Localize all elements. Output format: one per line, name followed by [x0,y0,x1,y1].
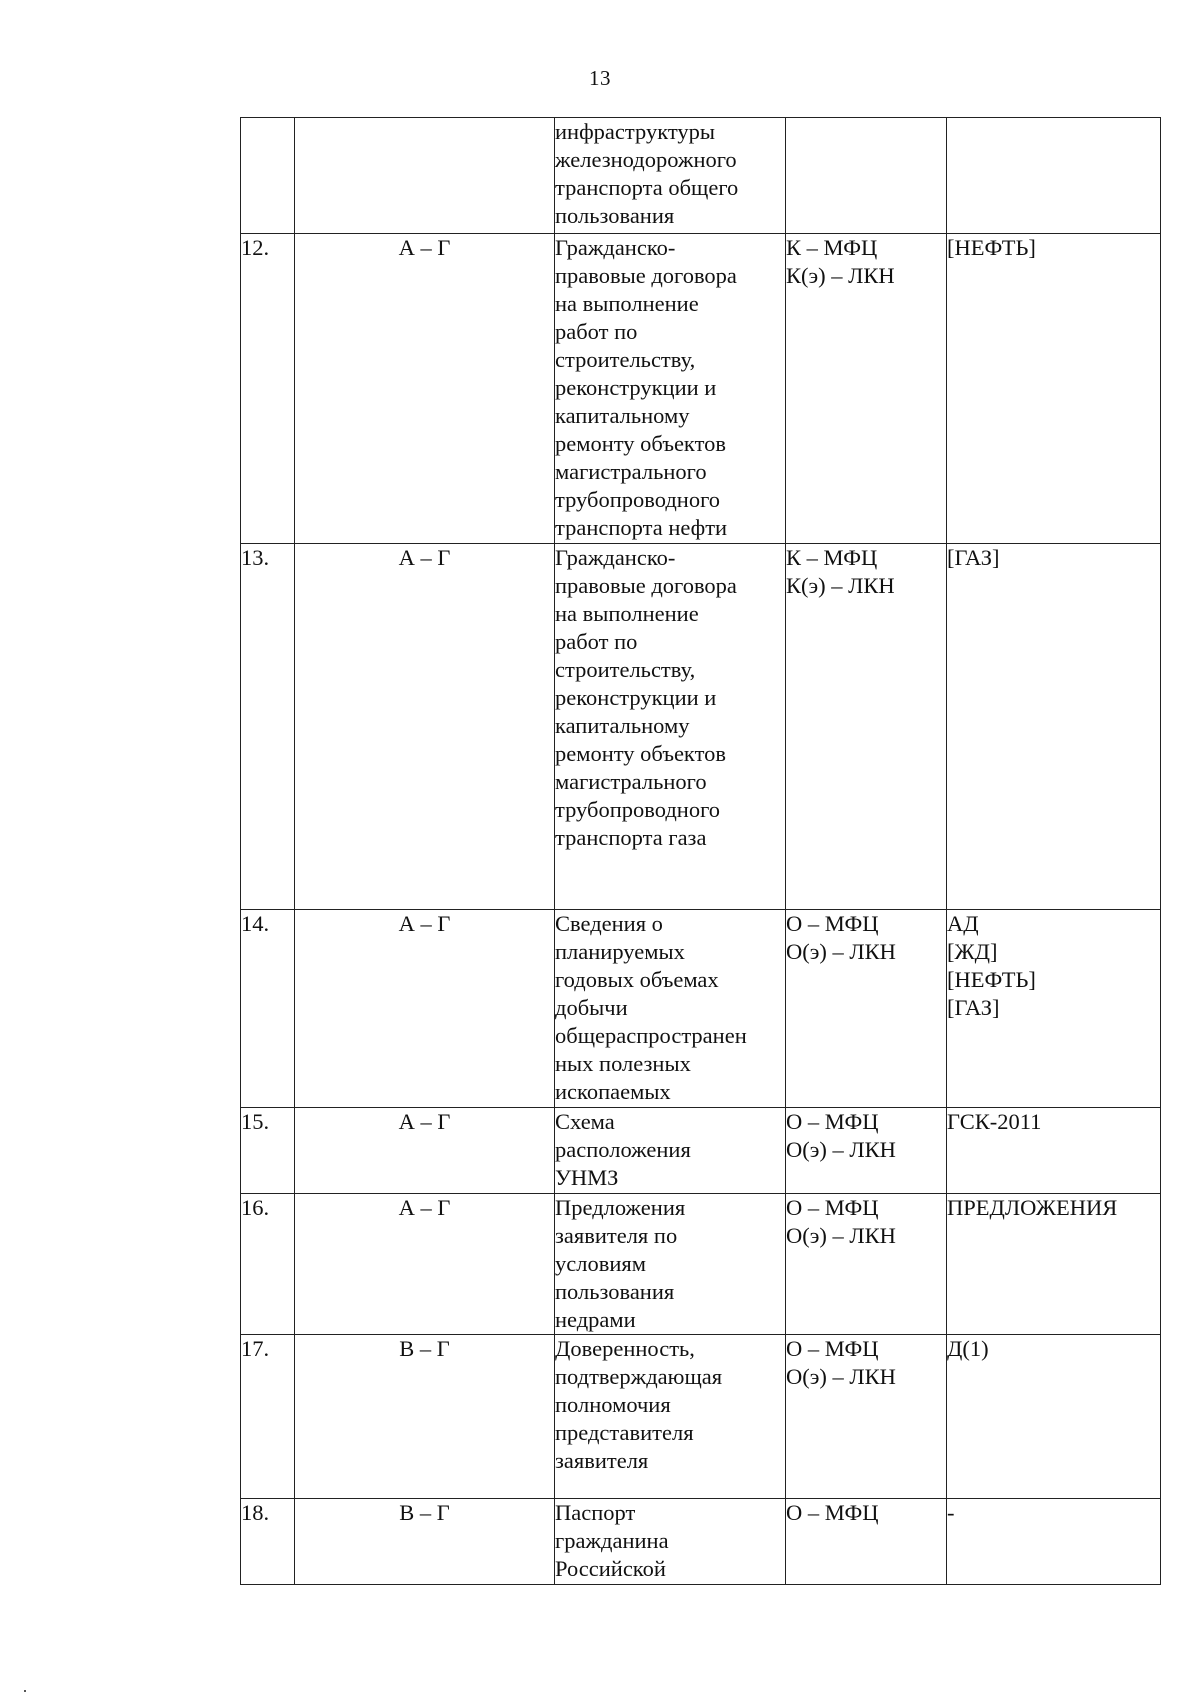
document-name-line: Российской [555,1556,666,1581]
document-name-line: железнодорожного [555,147,737,172]
table-row [241,1499,1161,1585]
document-name-line: ремонту объектов [555,741,726,766]
document-name-line: строительству, [555,657,696,682]
document-name-line: гражданина [555,1528,669,1553]
document-code-line: Д(1) [947,1336,989,1361]
row-number: 12. [241,234,295,544]
document-code-line: - [947,1500,955,1525]
document-code [947,1108,1161,1194]
document-code-line: [НЕФТЬ] [947,235,1036,260]
submission-form [786,1194,947,1335]
document-name-line: капитальному [555,713,690,738]
applicant-group: А – Г [295,1108,555,1194]
document-name-line: пользования [555,203,675,228]
document-name-line: годовых объемах [555,967,719,992]
submission-form-line: К(э) – ЛКН [786,573,895,598]
document-name-line: правовые договора [555,573,737,598]
document-name-line: УНМЗ [555,1165,619,1190]
submission-form [786,1335,947,1499]
submission-form-line: К(э) – ЛКН [786,263,895,288]
document-name-line: добычи [555,995,628,1020]
applicant-group: А – Г [295,1194,555,1335]
document-name-line: магистрального [555,459,707,484]
document-name-line: транспорта нефти [555,515,728,540]
documents-table [240,117,1161,1585]
submission-form [786,1499,947,1585]
document-code [947,118,1161,234]
applicant-group: А – Г [295,910,555,1108]
table-row [241,1194,1161,1335]
row-number: 17. [241,1335,295,1499]
document-name-line: Сведения о [555,911,663,936]
document-name-line: строительству, [555,347,696,372]
document-name [555,234,786,544]
document-name-line: общераспространен [555,1023,747,1048]
submission-form-line: О – МФЦ [786,1195,879,1220]
document-name [555,1335,786,1499]
document-code-line: ПРЕДЛОЖЕНИЯ [947,1195,1118,1220]
document-name-line: расположения [555,1137,691,1162]
document-name-line: транспорта газа [555,825,707,850]
document-code [947,1499,1161,1585]
document-name-line: заявителя по [555,1223,678,1248]
document-name [555,1194,786,1335]
submission-form-line: О(э) – ЛКН [786,1223,896,1248]
document-name-line: полномочия [555,1392,671,1417]
document-name-line: Гражданско- [555,545,676,570]
document-name [555,118,786,234]
document-name-line: представителя [555,1420,694,1445]
table-row [241,910,1161,1108]
scan-speck [24,1690,26,1692]
document-name-line: транспорта общего [555,175,739,200]
document-code [947,910,1161,1108]
row-number: 15. [241,1108,295,1194]
document-code-line: [ЖД] [947,939,998,964]
document-name-line: подтверждающая [555,1364,723,1389]
document-name [555,1108,786,1194]
applicant-group [295,118,555,234]
document-name-line: на выполнение [555,601,699,626]
document-name-line: ремонту объектов [555,431,726,456]
table-row [241,1108,1161,1194]
document-name-line: магистрального [555,769,707,794]
document-name-line: ных полезных [555,1051,691,1076]
submission-form [786,910,947,1108]
document-name-line: правовые договора [555,263,737,288]
document-name-line: инфраструктуры [555,119,715,144]
table-row [241,118,1161,234]
document-name-line: недрами [555,1307,636,1332]
submission-form [786,118,947,234]
row-number: 16. [241,1194,295,1335]
document-name-line: капитальному [555,403,690,428]
document-name [555,910,786,1108]
document-name [555,544,786,910]
row-number: 18. [241,1499,295,1585]
document-code-line: [ГАЗ] [947,995,1000,1020]
submission-form [786,234,947,544]
document-name-line: на выполнение [555,291,699,316]
document-name-line: трубопроводного [555,797,720,822]
page-number: 13 [589,66,611,90]
document-name-line: Предложения [555,1195,686,1220]
applicant-group: А – Г [295,544,555,910]
submission-form-line: О(э) – ЛКН [786,1364,896,1389]
table-row [241,544,1161,910]
document-name-line: работ по [555,629,638,654]
document-name-line: ископаемых [555,1079,671,1104]
document-name-line: работ по [555,319,638,344]
row-number: 13. [241,544,295,910]
applicant-group: В – Г [295,1499,555,1585]
document-name-line: заявителя [555,1448,649,1473]
document-name-line: планируемых [555,939,685,964]
document-name-line: пользования [555,1279,675,1304]
submission-form-line: О – МФЦ [786,1109,879,1134]
document-name [555,1499,786,1585]
submission-form-line: О(э) – ЛКН [786,939,896,964]
document-name-line: трубопроводного [555,487,720,512]
table-row [241,1335,1161,1499]
document-code [947,544,1161,910]
row-number: 14. [241,910,295,1108]
table-row [241,234,1161,544]
document-code [947,1194,1161,1335]
document-name-line: Гражданско- [555,235,676,260]
submission-form-line: К – МФЦ [786,235,878,260]
submission-form-line: О – МФЦ [786,911,879,936]
submission-form [786,544,947,910]
submission-form-line: К – МФЦ [786,545,878,570]
document-code [947,234,1161,544]
applicant-group: В – Г [295,1335,555,1499]
submission-form [786,1108,947,1194]
document-name-line: реконструкции и [555,375,717,400]
submission-form-line: О – МФЦ [786,1336,879,1361]
document-name-line: Доверенность, [555,1336,695,1361]
submission-form-line: О – МФЦ [786,1500,879,1525]
table-body [241,118,1161,1585]
row-number [241,118,295,234]
submission-form-line: О(э) – ЛКН [786,1137,896,1162]
document-code-line: АД [947,911,979,936]
applicant-group: А – Г [295,234,555,544]
document-name-line: Схема [555,1109,615,1134]
document-code-line: ГСК-2011 [947,1109,1042,1134]
document-name-line: реконструкции и [555,685,717,710]
document-code-line: [ГАЗ] [947,545,1000,570]
document-code [947,1335,1161,1499]
document-name-line: условиям [555,1251,646,1276]
document-code-line: [НЕФТЬ] [947,967,1036,992]
document-name-line: Паспорт [555,1500,636,1525]
